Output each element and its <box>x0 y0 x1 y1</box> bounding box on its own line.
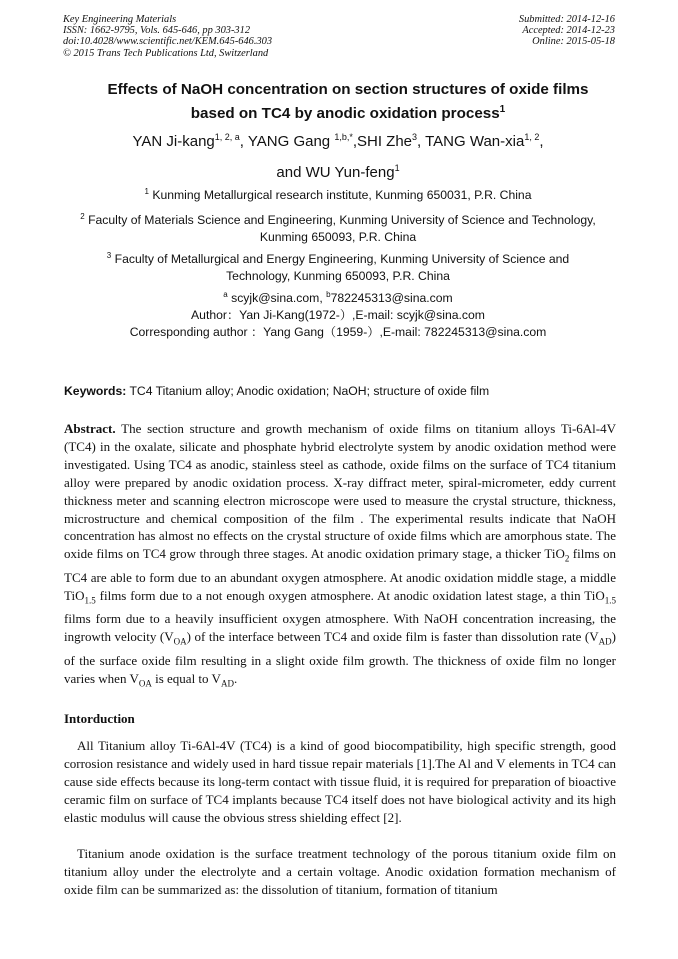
section-heading-introduction: Intorduction <box>64 711 135 726</box>
sub-1-5-b: 1.5 <box>604 595 616 606</box>
affiliation-1 <box>60 183 616 204</box>
author-line-2 <box>60 155 616 186</box>
title-line-2-text: based on TC4 by anodic oxidation process <box>190 104 500 122</box>
author-list <box>60 124 616 186</box>
abstract-label: Abstract. <box>64 421 116 436</box>
author-tang-sup: 1, 2 <box>524 132 540 142</box>
affiliation-2-mark: 2 <box>80 212 85 221</box>
author-wu-sup: 1 <box>394 163 400 173</box>
affiliation-3 <box>60 247 616 285</box>
dates-meta <box>519 14 615 48</box>
email-b[interactable]: 782245313@sina.com <box>330 291 453 306</box>
affiliation-2-line-2: Kunming 650093, P.R. China <box>259 230 417 245</box>
accepted-date: Accepted: 2014-12-23 <box>522 25 615 37</box>
affiliation-1-mark: 1 <box>144 187 149 196</box>
copyright-line: © 2015 Trans Tech Publications Ltd, Switzerland <box>63 47 269 59</box>
author-yan-sup: 1, 2, a <box>214 132 240 142</box>
corresponding-author-line: Corresponding author ：Yang Gang（1959-）,E-mail: 782245313@sina.com <box>129 325 547 340</box>
email-a-mark: a <box>223 290 228 299</box>
email-a[interactable]: scyjk@sina.com, <box>227 291 327 306</box>
affiliation-3-line-1 <box>60 247 616 268</box>
affiliation-3-mark: 3 <box>106 251 112 260</box>
author-yan: YAN Ji-kang <box>132 133 215 150</box>
title-footnote-mark: 1 <box>499 103 506 115</box>
sub-2: 2 <box>564 553 570 564</box>
email-line <box>60 286 616 307</box>
abstract-text-5: ) of the interface between TC4 and oxide film is faster than dissolution rate (V <box>186 629 599 645</box>
paper-title <box>60 80 636 123</box>
submitted-date: Submitted: 2014-12-16 <box>518 14 615 25</box>
sub-ad-2: AD <box>220 678 234 689</box>
sub-ad-1: AD <box>598 636 612 647</box>
contact-block <box>60 286 616 341</box>
keywords-label: Keywords: <box>64 384 127 398</box>
author-shi-sup: 3 <box>412 132 418 142</box>
author-line-1: YAN Ji-kang$^{1, 2, a}$, YANG Gang $^{1,b,*}$,SHI Zhe$^3$, TANG Wan-xia$^{1, 2}$, <box>132 132 544 150</box>
online-date: Online: 2015-05-18 <box>532 36 615 48</box>
journal-name: Key Engineering Materials <box>63 14 177 25</box>
affiliation-2-line-1 <box>60 208 616 229</box>
abstract-paragraph <box>64 420 616 693</box>
sub-1-5-a: 1.5 <box>84 595 96 606</box>
keywords-line <box>64 383 616 400</box>
author-shi: SHI Zhe <box>357 133 413 150</box>
journal-meta <box>63 14 272 59</box>
author-contact-line: Author：Yan Ji-Kang(1972-）,E-mail: scyjk@sina.com <box>191 308 485 323</box>
intro-paragraph-1: All Titanium alloy Ti-6Al-4V (TC4) is a kind of good biocompatibility, high specific strength, good corrosion resistance and widely used in hard tissue repair materials [1].The Al and V elements in TC4 can cause side effects because its long-term contact with tissue fluid, it is required for preparation of bioactive ceramic film on surface of TC4 implants because TC4 itself does not have biological activity and its high elastic modulus will cause the obvious stress shielding effect [2]. <box>64 738 616 825</box>
abstract-text-2: films on TC4 are able to form due to an abundant oxygen atmosphere. At anodic oxidation middle stage, a middle TiO <box>64 546 616 603</box>
affiliation-3-line-2: Technology, Kunming 650093, P.R. China <box>226 269 450 284</box>
abstract-text-6: ) of the surface oxide film resulting in a slight oxide film growth. The thickness of oxide film no longer varies when V <box>64 629 616 686</box>
abstract-text-3: films form due to a not enough oxygen atmosphere. At anodic oxidation latest stage, a thin TiO <box>95 587 605 603</box>
abstract-text-7: is equal to V <box>151 670 221 686</box>
keywords-text: TC4 Titanium alloy; Anodic oxidation; NaOH; structure of oxide film <box>126 384 490 398</box>
affiliation-2 <box>60 208 616 246</box>
author-wu: and WU Yun-feng <box>276 164 395 181</box>
issn-line: ISSN: 1662-9795, Vols. 645-646, pp 303-312 <box>63 25 251 37</box>
title-line-1: Effects of NaOH concentration on section structures of oxide films <box>107 81 589 98</box>
affiliation-2-text: Faculty of Materials Science and Engineering, Kunming University of Science and Technology, <box>84 213 596 228</box>
sub-oa-2: OA <box>138 678 152 689</box>
author-yang: YANG Gang <box>247 133 335 150</box>
sub-oa-1: OA <box>173 636 187 647</box>
author-tang: TANG Wan-xia <box>425 133 525 150</box>
abstract-text-8: . <box>233 670 238 686</box>
intro-paragraph-2: Titanium anode oxidation is the surface treatment technology of the porous titanium oxide film on titanium alloy under the electrolyte and a certain voltage. Anodic oxidation formation mechanism of oxide film can be summarized as: the dissolution of titanium, formation of titanium <box>64 846 616 897</box>
doi-line: doi:10.4028/www.scientific.net/KEM.645-646.303 <box>63 36 273 48</box>
affiliation-3-text: Faculty of Metallurgical and Energy Engineering, Kunming University of Science and <box>111 252 570 267</box>
affiliation-1-text: Kunming Metallurgical research institute, Kunming 650031, P.R. China <box>148 188 532 203</box>
abstract-text-1: The section structure and growth mechanism of oxide films on titanium alloys Ti-6Al-4V (TC4) in the oxalate, silicate and phosphate hybrid electrolyte system by anodic oxidation method were investigated. Using TC4 as anodic, stainless steel as cathode, oxide films on the surface of TC4 titanium alloy were prepared by anodic oxidation process. X-ray diffract meter, spiral-micrometer, eddy current thickness meter and scanning electron microscope were used to measure the crystal structure, thickness, microstructure and chemical composition of the film . The experimental results indicate that NaOH concentration has almost no effects on the crystal structure of oxide films which are amorphous state. The oxide films on TC4 grow through three stages. At anodic oxidation primary stage, a thicker TiO <box>64 421 616 562</box>
email-b-mark: b <box>326 290 331 299</box>
abstract-text-4: films form due to a heavily insufficient oxygen atmosphere. With NaOH concentration increasing, the ingrowth velocity (V <box>64 611 616 645</box>
title-line-2 <box>60 100 636 124</box>
author-yang-sup: 1,b,* <box>334 132 353 142</box>
